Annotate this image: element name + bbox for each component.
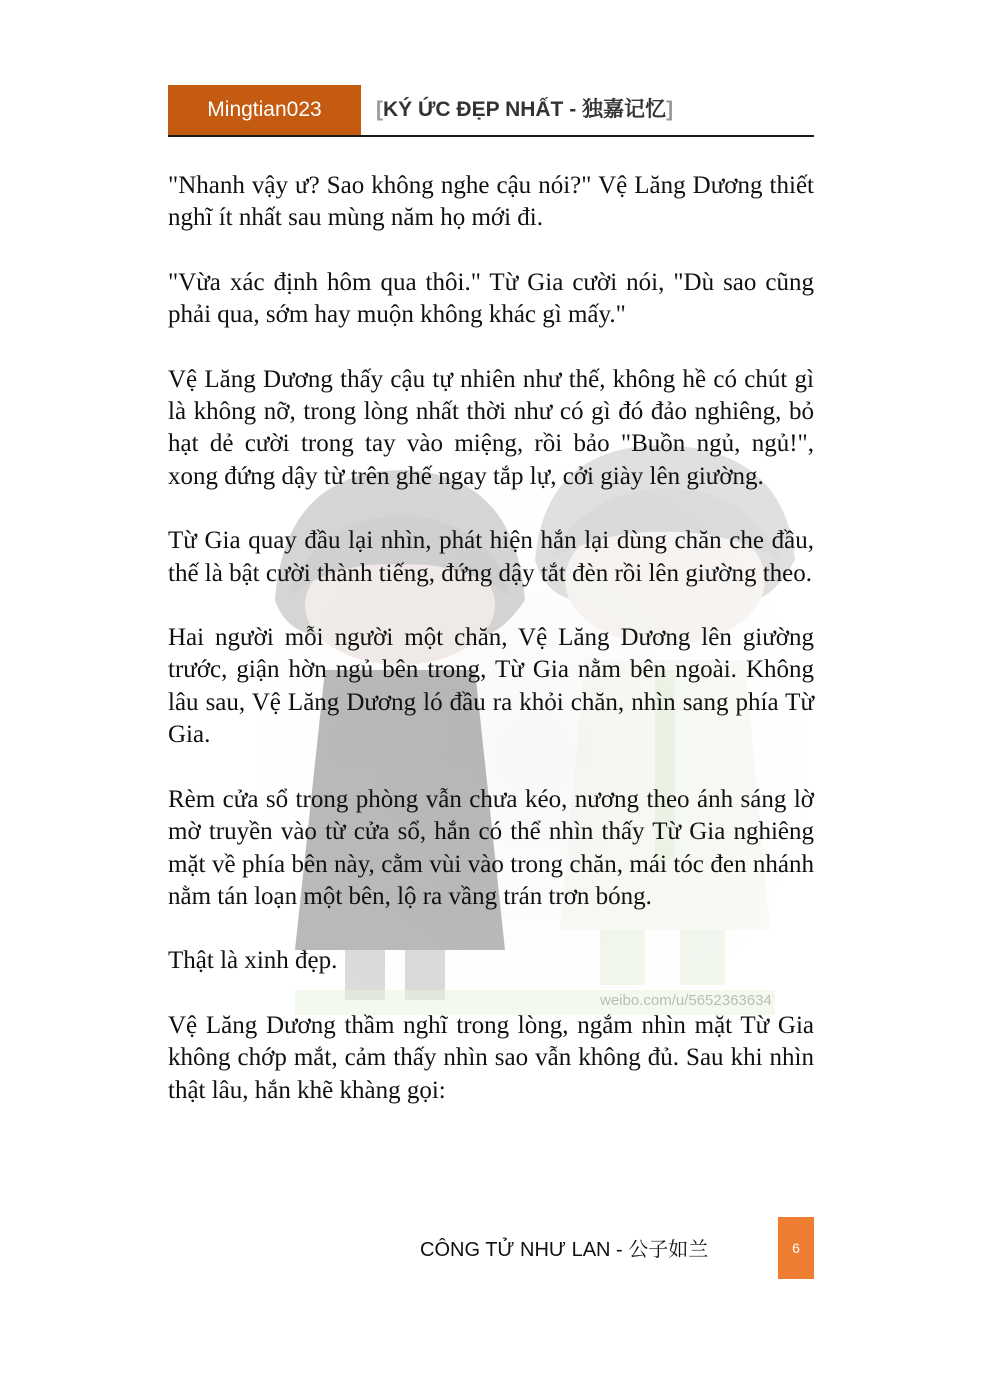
paragraph: Thật là xinh đẹp. — [168, 947, 338, 975]
footer-title: CÔNG TỬ NHƯ LAN - 公子如兰 — [420, 1239, 709, 1261]
paragraph: Từ Gia quay đầu lại nhìn, phát hiện hắn lại dùng chăn che đầu, thế là bật cười thành tiếng, đứng dậy tắt đèn rồi lên giường theo. — [168, 527, 814, 587]
paragraph: Vệ Lăng Dương thầm nghĩ trong lòng, ngắm nhìn mặt Từ Gia không chớp mắt, cảm thấy nhìn sao vẫn không đủ. Sau khi nhìn thật lâu, hắn khẽ khàng gọi: — [168, 1011, 814, 1104]
story-body — [168, 170, 814, 1139]
book-title — [376, 93, 673, 123]
page-number-badge: 6 — [778, 1217, 814, 1279]
book-title-text: KÝ ỨC ĐẸP NHẤT - 独嘉记忆 — [383, 98, 667, 121]
title-open-bracket: [ — [376, 98, 383, 121]
paragraph: Vệ Lăng Dương thấy cậu tự nhiên như thế, không hề có chút gì là không nỡ, trong lòng nhất thời như có gì đó đảo nghiêng, bỏ hạt dẻ cười trong tay vào miệng, rồi bảo "Buồn ngủ, ngủ!", xong đứng dậy từ trên ghế ngay tắp lự, cởi giày lên giường. — [168, 365, 814, 490]
watermark-credit: weibo.com/u/5652363634 — [600, 992, 772, 1009]
paragraph: Rèm cửa sổ trong phòng vẫn chưa kéo, nương theo ánh sáng lờ mờ truyền vào từ cửa sổ, hắn có thể nhìn thấy Từ Gia nghiêng mặt về phía bên này, cằm vùi vào trong chăn, mái tóc đen nhánh nằm tán loạn một bên, lộ ra vầng trán trơn bóng. — [168, 785, 814, 910]
paragraph: Hai người mỗi người một chăn, Vệ Lăng Dương lên giường trước, giận hờn ngủ bên trong, Từ Gia nằm bên ngoài. Không lâu sau, Vệ Lăng Dương ló đầu ra khỏi chăn, nhìn sang phía Từ Gia. — [168, 624, 814, 749]
paragraph: "Vừa xác định hôm qua thôi." Từ Gia cười nói, "Dù sao cũng phải qua, sớm hay muộn không khác gì mấy." — [168, 268, 814, 329]
title-close-bracket: ] — [666, 98, 674, 121]
author-label: Mingtian023 — [168, 85, 361, 135]
header-rule — [168, 135, 814, 137]
paragraph: "Nhanh vậy ư? Sao không nghe cậu nói?" Vệ Lăng Dương thiết nghĩ ít nhất sau mùng năm họ mới đi. — [168, 172, 814, 232]
page-header — [168, 85, 814, 137]
